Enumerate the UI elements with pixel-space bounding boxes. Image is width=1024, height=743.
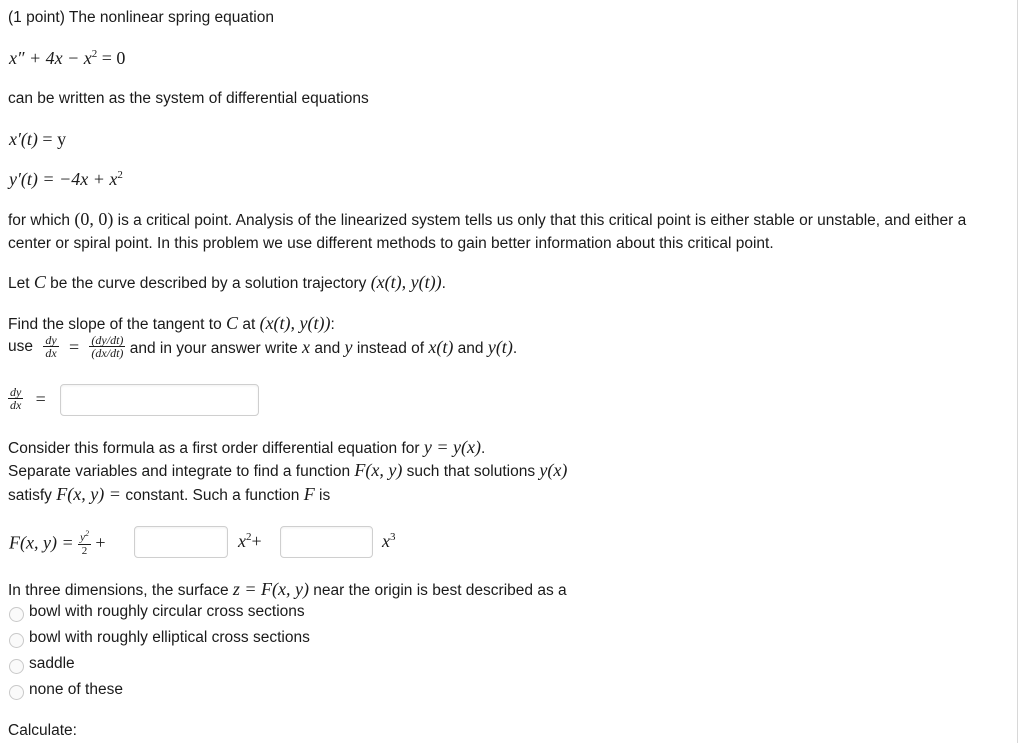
system-intro: can be written as the system of differential equations (8, 90, 369, 107)
calculate-heading: Calculate: (8, 722, 77, 739)
dydx-answer-input[interactable] (60, 384, 259, 416)
option-radio-saddle[interactable] (9, 659, 24, 674)
dydx-fraction: $\frac{dy}{dx}$ (45, 333, 57, 360)
option-radio-none[interactable] (9, 685, 24, 700)
consider-text: Consider this formula as a first order differential equation for y = y(x). (8, 437, 486, 457)
let-c-text: Let C be the curve described by a solution trajectory (x(t), y(t)). (8, 272, 446, 292)
find-slope-text: Find the slope of the tangent to C at (x(t), y(t)): (8, 313, 335, 333)
problem-intro: (1 point) The nonlinear spring equation (8, 9, 274, 26)
dydt-over-dxdt-fraction: $\frac{(dy/dt)}{(dx/dt)}$ (91, 333, 124, 360)
option-radio-circular[interactable] (9, 607, 24, 622)
F-expression-lhs: F(x, y) = $\frac{y^2}{2}$ + (9, 529, 106, 557)
x3-term: $x^3$ (382, 531, 396, 551)
x2-term: $x^2+$ (238, 531, 262, 551)
dydx-label-fraction: $\frac{dy}{dx}$ (10, 385, 22, 412)
option-label-circular[interactable]: bowl with roughly circular cross sections (29, 603, 305, 620)
xprime-equation: x′(t) = y (9, 129, 67, 149)
coef-x2-input[interactable] (134, 526, 228, 558)
option-radio-elliptical[interactable] (9, 633, 24, 648)
dydx-answer-label: $\frac{dy}{dx}$ = (10, 385, 46, 412)
separate-text: Separate variables and integrate to find a function F(x, y) such that solutions y(x) (8, 460, 568, 480)
critical-point-text: for which (0, 0) is a critical point. Analysis of the linearized system tells us only that this critical point is either stable or unstable, and either a center or spiral point. In this problem we use different methods to gain better information about this critical point. (8, 209, 967, 252)
page-right-border (1017, 0, 1018, 743)
surface-question: In three dimensions, the surface z = F(x, y) near the origin is best described as a (8, 579, 567, 599)
use-hint-line: use $\frac{dy}{dx}$ = $\frac{(dy/dt)}{(dx/dt)}$ and in your answer write x and y instead of x(t) and y(t). (8, 333, 518, 360)
satisfy-text: satisfy F(x, y) = constant. Such a function F is (8, 484, 331, 504)
yprime-equation: $y'(t) = -4x + x^2$ (9, 169, 123, 189)
coef-x3-input[interactable] (280, 526, 373, 558)
option-label-elliptical[interactable]: bowl with roughly elliptical cross sections (29, 629, 310, 646)
spring-equation: $x'' + 4x - x^2 = 0$ (9, 48, 126, 68)
y2-over-2-fraction: $\frac{y^2}{2}$ (80, 529, 89, 557)
option-label-none[interactable]: none of these (29, 681, 123, 698)
option-label-saddle[interactable]: saddle (29, 655, 75, 672)
